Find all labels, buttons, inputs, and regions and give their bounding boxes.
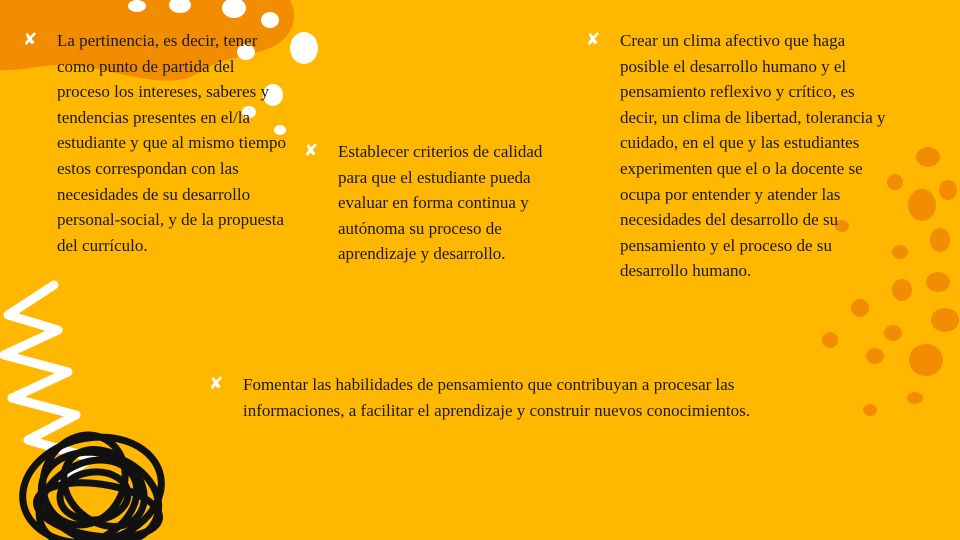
- bullet-item-criterios: [304, 139, 560, 267]
- bullet-item-pertinencia: [23, 28, 289, 258]
- bullet-x-icon: ✘: [586, 30, 601, 50]
- bullet-text: Fomentar las habilidades de pensamiento que contribuyan a procesar las informaciones, a facilitar el aprendizaje y construir nuevos conocimientos.: [243, 375, 750, 420]
- bullet-x-icon: ✘: [304, 141, 319, 161]
- bullet-text: Crear un clima afectivo que haga posible el desarrollo humano y el pensamiento reflexivo y crítico, es decir, un clima de libertad, tolerancia y cuidado, en el que y las estudiantes experimenten que el o la docente se ocupa por entender y atender las necesidades del desarrollo de su pensamiento y el proceso de su desarrollo humano.: [620, 31, 886, 281]
- bullet-x-icon: ✘: [209, 374, 224, 394]
- bullet-text: Establecer criterios de calidad para que el estudiante pueda evaluar en forma continua y autónoma su proceso de aprendizaje y desarrollo.: [338, 142, 543, 264]
- bullet-item-clima-afectivo: [586, 28, 892, 284]
- bullet-item-habilidades: [209, 372, 803, 423]
- bullet-x-icon: ✘: [23, 30, 38, 50]
- bullet-text: La pertinencia, es decir, tener como punto de partida del proceso los intereses, saberes y tendencias presentes en el/la estudiante y que al mismo tiempo estos correspondan con las necesidades de su desarrollo personal-social, y de la propuesta del currículo.: [57, 31, 286, 255]
